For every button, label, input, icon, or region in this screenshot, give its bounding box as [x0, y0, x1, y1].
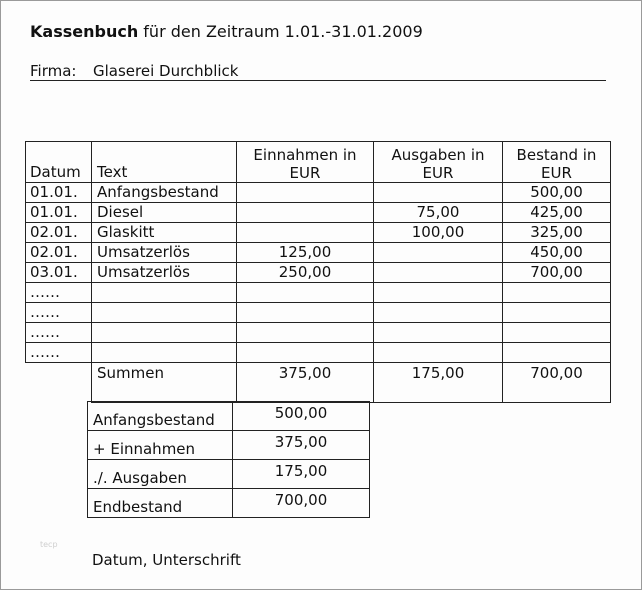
- cell-bestand: 700,00: [503, 263, 611, 283]
- table-row: [26, 263, 611, 283]
- totals-einnahmen: 375,00: [237, 363, 374, 403]
- cell-datum: ……: [26, 323, 92, 343]
- cell-einnahmen: 125,00: [237, 243, 374, 263]
- table-row: [26, 183, 611, 203]
- cell-bestand: 425,00: [503, 203, 611, 223]
- table-row: [26, 283, 611, 303]
- table-row: [26, 223, 611, 243]
- totals-spacer: [26, 363, 92, 403]
- summary-value: 175,00: [233, 460, 370, 489]
- cell-einnahmen: [237, 283, 374, 303]
- cell-einnahmen: [237, 303, 374, 323]
- summary-label: Anfangsbestand: [88, 402, 233, 431]
- cell-einnahmen: 250,00: [237, 263, 374, 283]
- cell-text: Diesel: [92, 203, 237, 223]
- watermark: tecp: [40, 540, 58, 549]
- cell-bestand: [503, 303, 611, 323]
- cell-text: [92, 303, 237, 323]
- header-bestand-line2: EUR: [541, 164, 572, 182]
- header-text: Text: [92, 142, 237, 183]
- cell-text: [92, 283, 237, 303]
- totals-ausgaben: 175,00: [374, 363, 503, 403]
- cell-ausgaben: [374, 263, 503, 283]
- cell-einnahmen: [237, 343, 374, 363]
- summary-label: Endbestand: [88, 489, 233, 518]
- cell-ausgaben: [374, 323, 503, 343]
- cell-bestand: [503, 323, 611, 343]
- table-row: [26, 303, 611, 323]
- cell-einnahmen: [237, 223, 374, 243]
- cell-bestand: 325,00: [503, 223, 611, 243]
- cell-datum: 01.01.: [26, 203, 92, 223]
- summary-row: [88, 489, 370, 518]
- summary-row: [88, 431, 370, 460]
- summary-row: [88, 460, 370, 489]
- cell-datum: 02.01.: [26, 223, 92, 243]
- table-row: [26, 203, 611, 223]
- summary-label: ./. Ausgaben: [88, 460, 233, 489]
- cell-ausgaben: 100,00: [374, 223, 503, 243]
- cell-ausgaben: [374, 303, 503, 323]
- summary-label: + Einnahmen: [88, 431, 233, 460]
- cell-datum: ……: [26, 343, 92, 363]
- balance-summary-table: [87, 401, 370, 518]
- summary-value: 375,00: [233, 431, 370, 460]
- summary-value: 500,00: [233, 402, 370, 431]
- totals-row: [26, 363, 611, 403]
- cell-ausgaben: [374, 343, 503, 363]
- title-rest: für den Zeitraum 1.01.-31.01.2009: [138, 22, 423, 41]
- header-ausgaben-line2: EUR: [422, 164, 454, 182]
- cell-ausgaben: [374, 243, 503, 263]
- title-bold: Kassenbuch: [30, 22, 139, 41]
- summary-value: 700,00: [233, 489, 370, 518]
- header-ausgaben: [374, 142, 503, 183]
- cell-text: Anfangsbestand: [92, 183, 237, 203]
- cell-datum: 01.01.: [26, 183, 92, 203]
- cell-text: [92, 323, 237, 343]
- company-line: [30, 62, 238, 80]
- table-row: [26, 323, 611, 343]
- header-bestand: [503, 142, 611, 183]
- header-einnahmen-line1: Einnahmen in: [253, 146, 357, 164]
- cell-ausgaben: [374, 183, 503, 203]
- cell-einnahmen: [237, 203, 374, 223]
- table-row: [26, 343, 611, 363]
- table-header-row: [26, 142, 611, 183]
- cell-datum: 03.01.: [26, 263, 92, 283]
- firma-label: Firma:: [30, 62, 77, 80]
- cell-datum: ……: [26, 303, 92, 323]
- cell-datum: ……: [26, 283, 92, 303]
- cell-einnahmen: [237, 323, 374, 343]
- cell-bestand: 500,00: [503, 183, 611, 203]
- cell-text: Umsatzerlös: [92, 263, 237, 283]
- document-title: [30, 22, 423, 41]
- header-einnahmen: [237, 142, 374, 183]
- header-bestand-line1: Bestand in: [516, 146, 597, 164]
- summary-row: [88, 402, 370, 431]
- header-einnahmen-line2: EUR: [289, 164, 321, 182]
- cell-ausgaben: [374, 283, 503, 303]
- cell-bestand: [503, 283, 611, 303]
- totals-bestand: 700,00: [503, 363, 611, 403]
- signature-line: Datum, Unterschrift: [92, 551, 241, 569]
- totals-label: Summen: [92, 363, 237, 403]
- cell-bestand: [503, 343, 611, 363]
- cell-bestand: 450,00: [503, 243, 611, 263]
- cell-datum: 02.01.: [26, 243, 92, 263]
- firma-name: Glaserei Durchblick: [93, 62, 239, 80]
- header-ausgaben-line1: Ausgaben in: [391, 146, 485, 164]
- table-row: [26, 243, 611, 263]
- cashbook-table: [25, 141, 611, 403]
- firma-underline: [30, 80, 606, 81]
- cell-einnahmen: [237, 183, 374, 203]
- cell-text: [92, 343, 237, 363]
- cell-text: Umsatzerlös: [92, 243, 237, 263]
- cell-text: Glaskitt: [92, 223, 237, 243]
- cell-ausgaben: 75,00: [374, 203, 503, 223]
- header-datum: Datum: [26, 142, 92, 183]
